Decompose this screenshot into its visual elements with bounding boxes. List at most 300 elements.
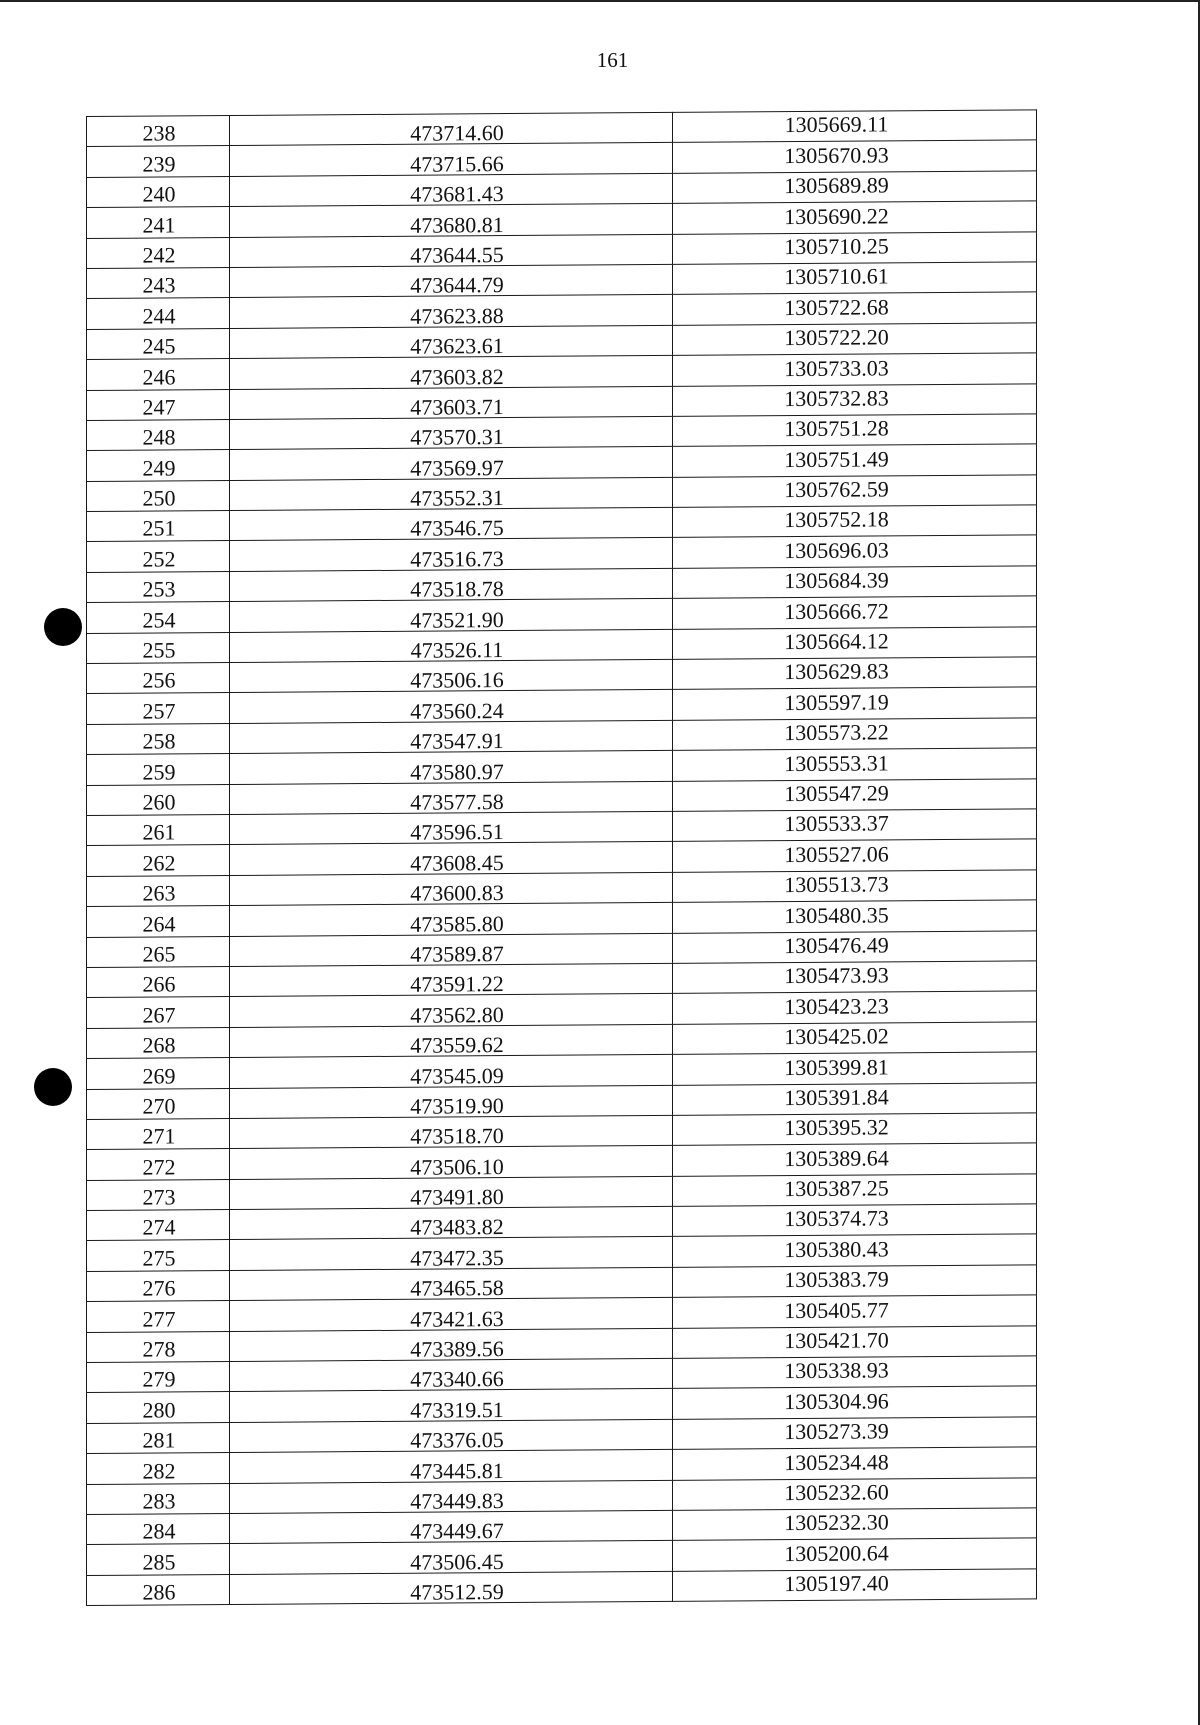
northing-cell [673, 1386, 1037, 1419]
easting-cell [230, 781, 673, 814]
northing-cell [673, 171, 1037, 204]
point-number-value: 244 [142, 303, 176, 329]
point-number-value: 261 [142, 819, 176, 845]
easting-value: 473518.78 [410, 576, 504, 602]
easting-value: 473521.90 [410, 606, 504, 633]
point-number-cell [87, 1422, 230, 1453]
point-number-cell [87, 754, 230, 785]
easting-cell [230, 1206, 673, 1239]
easting-value: 473547.91 [410, 728, 504, 754]
northing-cell [673, 505, 1037, 538]
easting-cell [230, 295, 673, 328]
northing-value: 1305232.30 [784, 1509, 889, 1536]
northing-value: 1305533.37 [784, 810, 889, 837]
point-number-value: 276 [142, 1275, 176, 1301]
easting-value: 473562.80 [410, 1001, 504, 1028]
point-number-value: 243 [142, 272, 176, 298]
northing-value: 1305273.39 [784, 1418, 889, 1445]
easting-cell [230, 1571, 673, 1604]
point-number-value: 253 [142, 576, 176, 602]
easting-cell [230, 629, 673, 662]
easting-value: 473644.55 [410, 242, 504, 268]
northing-value: 1305751.28 [784, 415, 889, 442]
easting-cell [230, 1055, 673, 1088]
easting-cell [230, 1237, 673, 1270]
point-number-value: 258 [142, 728, 176, 754]
northing-cell [673, 1417, 1037, 1450]
point-number-value: 278 [142, 1336, 176, 1362]
point-number-value: 239 [142, 151, 176, 177]
northing-cell [673, 1356, 1037, 1389]
easting-cell [230, 720, 673, 753]
easting-value: 473603.82 [410, 363, 504, 390]
point-number-value: 238 [142, 120, 176, 146]
northing-cell [673, 930, 1037, 963]
northing-cell [673, 444, 1037, 477]
point-number-value: 264 [142, 910, 176, 937]
point-number-cell [87, 1027, 230, 1058]
easting-value: 473472.35 [410, 1244, 504, 1271]
easting-cell [230, 1541, 673, 1574]
northing-value: 1305733.03 [784, 354, 889, 381]
easting-cell [230, 264, 673, 297]
coordinate-table-body [87, 110, 1037, 1606]
northing-value: 1305383.79 [784, 1266, 889, 1293]
northing-cell [673, 961, 1037, 994]
easting-value: 473491.80 [410, 1184, 504, 1210]
easting-cell [230, 1419, 673, 1452]
point-number-value: 256 [142, 667, 176, 694]
northing-cell [673, 1569, 1037, 1602]
easting-cell [230, 112, 673, 145]
northing-value: 1305669.11 [784, 111, 889, 138]
point-number-value: 259 [142, 758, 176, 785]
northing-cell [673, 1477, 1037, 1510]
point-number-value: 269 [142, 1062, 176, 1089]
easting-value: 473506.16 [410, 667, 504, 694]
easting-cell [230, 477, 673, 510]
easting-value: 473569.97 [410, 454, 504, 481]
point-number-cell [87, 997, 230, 1028]
northing-value: 1305338.93 [784, 1357, 889, 1384]
northing-value: 1305421.70 [784, 1327, 889, 1354]
northing-cell [673, 231, 1037, 264]
point-number-value: 267 [142, 1002, 176, 1028]
northing-value: 1305684.39 [784, 567, 889, 594]
point-number-value: 277 [142, 1306, 176, 1332]
point-number-cell [87, 1179, 230, 1210]
northing-cell [673, 1234, 1037, 1267]
northing-cell [673, 627, 1037, 660]
easting-value: 473596.51 [410, 819, 504, 846]
easting-cell [230, 1024, 673, 1057]
point-number-cell [87, 1240, 230, 1271]
northing-value: 1305380.43 [784, 1236, 889, 1262]
point-number-cell [87, 1574, 230, 1605]
page-number: 161 [596, 48, 629, 72]
northing-value: 1305690.22 [784, 202, 889, 229]
punch-hole-mark [44, 608, 82, 646]
point-number-cell [87, 936, 230, 967]
northing-cell [673, 870, 1037, 903]
northing-cell [673, 383, 1037, 416]
northing-value: 1305722.20 [784, 324, 889, 351]
easting-value: 473603.71 [410, 393, 504, 420]
northing-cell [673, 748, 1037, 781]
easting-value: 473559.62 [410, 1032, 504, 1058]
easting-cell [230, 507, 673, 540]
point-number-cell [87, 1513, 230, 1544]
easting-value: 473570.31 [410, 424, 504, 451]
table-row [87, 1569, 1037, 1606]
point-number-cell [87, 1392, 230, 1423]
point-number-value: 247 [142, 394, 176, 420]
point-number-value: 254 [142, 607, 176, 633]
point-number-cell [87, 237, 230, 268]
northing-cell [673, 292, 1037, 325]
easting-value: 473681.43 [410, 181, 504, 207]
easting-value: 473552.31 [410, 485, 504, 511]
easting-cell [230, 690, 673, 723]
easting-cell [230, 568, 673, 601]
northing-value: 1305547.29 [784, 780, 889, 807]
point-number-cell [87, 328, 230, 359]
northing-value: 1305391.84 [784, 1084, 889, 1111]
point-number-cell [87, 723, 230, 754]
northing-value: 1305480.35 [784, 901, 889, 928]
point-number-value: 250 [142, 485, 176, 511]
northing-value: 1305751.49 [784, 446, 889, 472]
northing-cell [673, 535, 1037, 568]
northing-cell [673, 839, 1037, 872]
easting-value: 473445.81 [410, 1457, 504, 1484]
easting-value: 473585.80 [410, 910, 504, 937]
northing-value: 1305374.73 [784, 1205, 889, 1232]
easting-cell [230, 386, 673, 419]
northing-cell [673, 718, 1037, 751]
northing-value: 1305399.81 [784, 1053, 889, 1080]
easting-value: 473319.51 [410, 1396, 504, 1423]
easting-value: 473519.90 [410, 1092, 504, 1119]
northing-cell [673, 1113, 1037, 1146]
northing-cell [673, 1447, 1037, 1480]
point-number-value: 260 [142, 789, 176, 815]
easting-value: 473506.45 [410, 1548, 504, 1575]
point-number-value: 242 [142, 242, 176, 268]
easting-cell [230, 538, 673, 571]
point-number-value: 241 [142, 211, 176, 238]
point-number-cell [87, 267, 230, 298]
easting-value: 473546.75 [410, 515, 504, 542]
easting-value: 473608.45 [410, 849, 504, 876]
northing-value: 1305752.18 [784, 506, 889, 533]
point-number-value: 257 [142, 698, 176, 724]
northing-cell [673, 1022, 1037, 1055]
point-number-cell [87, 1483, 230, 1514]
northing-value: 1305304.96 [784, 1388, 889, 1414]
northing-value: 1305423.23 [784, 993, 889, 1019]
northing-cell [673, 110, 1037, 143]
northing-value: 1305710.61 [784, 263, 889, 290]
easting-cell [230, 416, 673, 449]
northing-cell [673, 323, 1037, 356]
point-number-value: 279 [142, 1366, 176, 1393]
northing-cell [673, 353, 1037, 386]
point-number-cell [87, 1331, 230, 1362]
easting-value: 473421.63 [410, 1305, 504, 1332]
easting-value: 473600.83 [410, 880, 504, 906]
point-number-value: 245 [142, 333, 176, 359]
easting-cell [230, 1115, 673, 1148]
northing-value: 1305722.68 [784, 294, 889, 320]
point-number-cell [87, 450, 230, 481]
northing-value: 1305696.03 [784, 537, 889, 563]
point-number-value: 275 [142, 1245, 176, 1271]
easting-value: 473545.09 [410, 1062, 504, 1089]
northing-value: 1305234.48 [784, 1448, 889, 1475]
easting-cell [230, 1298, 673, 1331]
easting-value: 473580.97 [410, 758, 504, 785]
easting-value: 473560.24 [410, 697, 504, 724]
easting-value: 473680.81 [410, 211, 504, 238]
easting-value: 473512.59 [410, 1579, 504, 1605]
point-number-value: 286 [142, 1579, 176, 1605]
point-number-cell [87, 389, 230, 420]
northing-value: 1305573.22 [784, 719, 889, 746]
punch-hole-mark [34, 1068, 72, 1106]
point-number-value: 263 [142, 880, 176, 906]
northing-value: 1305405.77 [784, 1297, 889, 1323]
northing-cell [673, 778, 1037, 811]
point-number-value: 271 [142, 1123, 176, 1149]
point-number-cell [87, 1270, 230, 1301]
northing-cell [673, 566, 1037, 599]
easting-cell [230, 659, 673, 692]
easting-cell [230, 1358, 673, 1391]
point-number-cell [87, 663, 230, 694]
northing-cell [673, 1538, 1037, 1571]
northing-value: 1305762.59 [784, 476, 889, 503]
easting-value: 473465.58 [410, 1275, 504, 1301]
easting-cell [230, 1510, 673, 1543]
easting-value: 473591.22 [410, 971, 504, 998]
easting-value: 473623.88 [410, 302, 504, 329]
easting-cell [230, 994, 673, 1027]
northing-cell [673, 1082, 1037, 1115]
easting-cell [230, 963, 673, 996]
point-number-value: 280 [142, 1397, 176, 1423]
point-number-cell [87, 207, 230, 238]
point-number-cell [87, 115, 230, 146]
easting-value: 473506.10 [410, 1153, 504, 1180]
easting-cell [230, 1176, 673, 1209]
easting-cell [230, 842, 673, 875]
easting-cell [230, 1146, 673, 1179]
northing-cell [673, 596, 1037, 629]
northing-cell [673, 1295, 1037, 1328]
northing-value: 1305553.31 [784, 749, 889, 776]
point-number-cell [87, 845, 230, 876]
point-number-cell [87, 1544, 230, 1575]
point-number-cell [87, 602, 230, 633]
easting-value: 473577.58 [410, 789, 504, 815]
northing-value: 1305527.06 [784, 841, 889, 867]
point-number-cell [87, 480, 230, 511]
point-number-value: 283 [142, 1488, 176, 1514]
point-number-value: 265 [142, 941, 176, 967]
point-number-value: 272 [142, 1154, 176, 1180]
point-number-cell [87, 419, 230, 450]
northing-cell [673, 991, 1037, 1024]
northing-cell [673, 1508, 1037, 1541]
easting-cell [230, 143, 673, 176]
point-number-value: 273 [142, 1184, 176, 1210]
easting-value: 473340.66 [410, 1366, 504, 1393]
easting-cell [230, 1085, 673, 1118]
point-number-cell [87, 1453, 230, 1484]
easting-value: 473376.05 [410, 1427, 504, 1453]
easting-cell [230, 872, 673, 905]
point-number-value: 284 [142, 1518, 176, 1544]
point-number-value: 282 [142, 1457, 176, 1484]
point-number-value: 281 [142, 1427, 176, 1453]
point-number-cell [87, 1210, 230, 1241]
point-number-value: 274 [142, 1214, 176, 1241]
point-number-value: 285 [142, 1549, 176, 1575]
easting-cell [230, 599, 673, 632]
easting-value: 473526.11 [410, 637, 504, 663]
easting-cell [230, 234, 673, 267]
northing-value: 1305710.25 [784, 233, 889, 260]
easting-cell [230, 204, 673, 237]
easting-cell [230, 751, 673, 784]
northing-cell [673, 1052, 1037, 1085]
northing-value: 1305732.83 [784, 385, 889, 412]
northing-value: 1305389.64 [784, 1145, 889, 1171]
easting-value: 473714.60 [410, 120, 504, 147]
easting-value: 473389.56 [410, 1336, 504, 1362]
easting-cell [230, 325, 673, 358]
point-number-value: 249 [142, 455, 176, 481]
point-number-cell [87, 875, 230, 906]
point-number-value: 251 [142, 515, 176, 542]
easting-value: 473589.87 [410, 941, 504, 967]
northing-cell [673, 1325, 1037, 1358]
easting-cell [230, 1480, 673, 1513]
point-number-value: 248 [142, 424, 176, 450]
easting-cell [230, 1389, 673, 1422]
northing-value: 1305597.19 [784, 689, 889, 715]
easting-cell [230, 1267, 673, 1300]
easting-cell [230, 903, 673, 936]
northing-cell [673, 1265, 1037, 1298]
northing-cell [673, 1204, 1037, 1237]
easting-value: 473516.73 [410, 545, 504, 572]
northing-value: 1305513.73 [784, 871, 889, 898]
point-number-cell [87, 1118, 230, 1149]
point-number-cell [87, 1362, 230, 1393]
point-number-value: 246 [142, 363, 176, 390]
point-number-cell [87, 1149, 230, 1180]
point-number-cell [87, 906, 230, 937]
point-number-cell [87, 1058, 230, 1089]
point-number-cell [87, 298, 230, 329]
point-number-cell [87, 784, 230, 815]
coordinate-table [86, 109, 1037, 1606]
easting-cell [230, 933, 673, 966]
northing-cell [673, 1174, 1037, 1207]
northing-value: 1305425.02 [784, 1023, 889, 1050]
easting-cell [230, 173, 673, 206]
northing-cell [673, 475, 1037, 508]
point-number-value: 240 [142, 181, 176, 207]
northing-value: 1305387.25 [784, 1175, 889, 1202]
northing-value: 1305232.60 [784, 1479, 889, 1506]
northing-cell [673, 809, 1037, 842]
point-number-cell [87, 359, 230, 390]
northing-value: 1305689.89 [784, 172, 889, 199]
point-number-cell [87, 1088, 230, 1119]
northing-value: 1305395.32 [784, 1114, 889, 1141]
easting-cell [230, 447, 673, 480]
point-number-value: 262 [142, 850, 176, 876]
northing-value: 1305200.64 [784, 1540, 889, 1566]
point-number-cell [87, 511, 230, 542]
point-number-value: 255 [142, 637, 176, 663]
point-number-value: 252 [142, 546, 176, 572]
northing-cell [673, 262, 1037, 295]
northing-value: 1305666.72 [784, 598, 889, 624]
point-number-cell [87, 632, 230, 663]
point-number-value: 268 [142, 1032, 176, 1058]
northing-value: 1305197.40 [784, 1570, 889, 1597]
northing-value: 1305473.93 [784, 962, 889, 989]
easting-value: 473483.82 [410, 1214, 504, 1241]
easting-cell [230, 356, 673, 389]
northing-cell [673, 900, 1037, 933]
easting-value: 473644.79 [410, 272, 504, 299]
northing-cell [673, 1143, 1037, 1176]
easting-value: 473715.66 [410, 150, 504, 177]
northing-cell [673, 140, 1037, 173]
northing-value: 1305670.93 [784, 142, 889, 168]
easting-value: 473449.83 [410, 1488, 504, 1514]
easting-value: 473623.61 [410, 333, 504, 359]
northing-value: 1305629.83 [784, 658, 889, 685]
northing-cell [673, 687, 1037, 720]
northing-cell [673, 201, 1037, 234]
northing-value: 1305476.49 [784, 932, 889, 959]
easting-value: 473518.70 [410, 1123, 504, 1150]
point-number-cell [87, 571, 230, 602]
easting-cell [230, 1450, 673, 1483]
point-number-cell [87, 966, 230, 997]
northing-cell [673, 414, 1037, 447]
point-number-value: 270 [142, 1093, 176, 1119]
point-number-cell [87, 176, 230, 207]
point-number-cell [87, 541, 230, 572]
easting-cell [230, 1328, 673, 1361]
point-number-value: 266 [142, 971, 176, 997]
easting-value: 473449.67 [410, 1518, 504, 1545]
point-number-cell [87, 146, 230, 177]
easting-cell [230, 811, 673, 844]
point-number-cell [87, 1301, 230, 1332]
northing-value: 1305664.12 [784, 628, 889, 655]
northing-cell [673, 657, 1037, 690]
point-number-cell [87, 814, 230, 845]
point-number-cell [87, 693, 230, 724]
